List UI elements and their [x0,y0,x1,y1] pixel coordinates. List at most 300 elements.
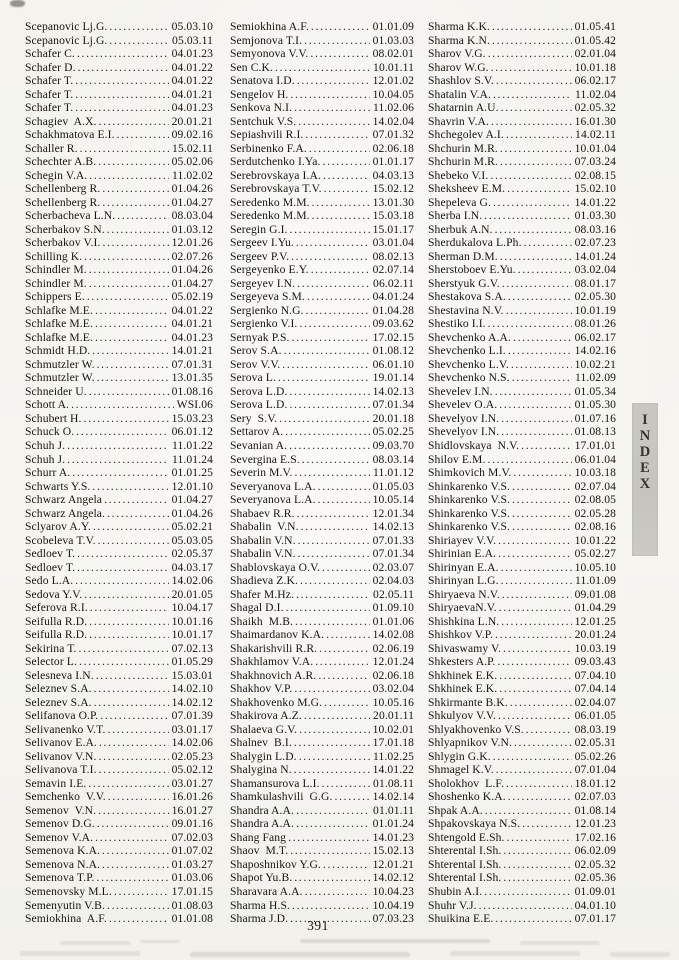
entry-name: Shishkov V.P. [428,628,493,642]
dot-leader [322,155,369,169]
entry-ref: 14.02.13 [372,520,414,534]
dot-leader [99,115,169,129]
entry-ref: 01.09.01 [574,885,616,898]
index-entry [25,574,213,588]
entry-ref: 10.01.19 [574,303,616,317]
index-entry [230,885,414,899]
entry-ref: 02.07.04 [574,479,616,493]
entry-name: Schechter A.B. [25,155,97,169]
entry-ref: 05.02.12 [171,763,213,777]
dot-leader [318,480,370,494]
entry-name: Schlafke M.E. [25,317,93,331]
entry-ref: 02.06.19 [372,641,414,655]
dot-leader [495,912,571,926]
entry-name: Schilling K. [25,249,83,263]
index-entry [428,466,616,480]
entry-ref: 11.01.12 [373,466,414,480]
entry-name: Shaov M.T. [230,844,289,858]
dot-leader [501,412,571,426]
entry-name: ShiryaevaN.V. [428,601,497,615]
entry-name: Shashlov S.V. [428,74,494,88]
dot-leader [307,290,370,304]
entry-ref: 10.04.05 [372,87,414,101]
entry-ref: 01.08.14 [574,803,616,817]
index-entry [25,871,213,885]
entry-ref: 01.01.09 [372,20,414,33]
entry-name: Shishkina L.N. [428,614,500,628]
entry-ref: 07.04.10 [574,668,616,682]
dot-leader [294,763,370,777]
entry-ref: 02.05.36 [574,871,616,885]
entry-name: Shabalin V.N. [230,533,296,547]
entry-ref: 06.02.17 [574,74,616,88]
dot-leader [78,61,169,75]
dot-leader [296,817,370,831]
index-entry [25,358,213,372]
entry-name: Shavrin V.A. [428,114,490,128]
entry-name: Shaimardanov K.A. [230,628,325,642]
dot-leader [89,169,169,183]
dot-leader [290,223,370,237]
index-entry [25,74,213,88]
entry-name: Shivaswamy V. [428,641,502,655]
entry-name: Shalaeva G.V. [230,722,298,736]
dot-leader [278,371,370,385]
entry-name: Shabalin V.N. [230,520,299,534]
dot-leader [513,331,572,345]
index-entry [428,142,616,156]
entry-ref: 07.02.13 [171,641,213,655]
index-entry [25,182,213,196]
entry-name: Shuhr V.J. [428,898,477,912]
entry-name: Sharma K.N. [428,33,490,47]
entry-name: Shmagel K.V. [428,763,494,777]
index-entry [25,480,213,494]
index-entry [230,547,414,561]
dot-leader [92,480,168,494]
index-entry [230,344,414,358]
entry-ref: WSI.06 [176,398,213,412]
index-entry [25,304,213,318]
scan-artifact [140,940,180,943]
dot-leader [326,628,369,642]
dot-leader [77,547,168,561]
entry-name: Sherdukalova L.Ph. [428,236,522,250]
index-entry [230,439,414,453]
entry-ref: 01.03.06 [171,871,213,885]
entry-ref: 01.08.11 [373,776,414,790]
dot-leader [512,371,572,385]
entry-name: Sergeev I.Yu. [230,236,294,250]
entry-name: Shirinian E.A. [428,547,497,561]
entry-name: Shakarishvili R.R. [230,641,318,655]
dot-leader [83,412,168,426]
dot-leader [98,534,169,548]
entry-ref: 01.08.13 [574,425,616,439]
index-entry [428,831,616,845]
entry-name: Semenov V.N. [25,803,97,817]
entry-ref: 07.02.03 [171,830,213,844]
entry-name: Shafer M.Hz. [230,587,294,601]
entry-ref: 10.01.16 [171,614,213,628]
entry-ref: 11.02.06 [373,101,414,115]
dot-leader [488,47,572,61]
entry-name: Shilov E.M. [428,452,486,466]
entry-name: Schegin V.A. [25,168,88,182]
entry-name: Shidlovskaya N.V. [428,438,520,452]
dot-leader [97,817,169,831]
index-entry [25,47,213,61]
index-entry [428,358,616,372]
dot-leader [511,358,572,372]
entry-ref: 13.01.30 [372,195,414,209]
entry-ref: 02.08.15 [574,168,616,182]
dot-leader [107,223,169,237]
index-entry [428,236,616,250]
dot-leader [498,534,572,548]
entry-name: Semiokhina A.F. [25,912,107,926]
entry-name: Shadieva Z.K. [230,574,298,588]
dot-leader [503,871,571,885]
dot-leader [302,453,370,467]
entry-ref: 02.03.07 [372,560,414,574]
entry-ref: 05.02.21 [171,520,213,534]
entry-ref: 01.04.29 [574,601,616,615]
dot-leader [294,101,370,115]
entry-ref: 10.02.21 [574,357,616,371]
entry-name: Schagiev A.X. [25,114,97,128]
index-entry [230,750,414,764]
index-entry [428,290,616,304]
index-entry [230,899,414,913]
dot-leader [484,885,571,899]
entry-name: Schubert H. [25,411,82,425]
entry-name: Sharov V.G. [428,47,486,61]
index-entry [230,263,414,277]
index-entry [25,709,213,723]
dot-leader [75,88,168,102]
entry-ref: 02.07.14 [372,263,414,277]
entry-ref: 12.01.02 [372,74,414,88]
entry-name: Severyanova L.A. [230,479,316,493]
entry-name: Serova L. [230,371,276,385]
entry-ref: 04.01.24 [372,290,414,304]
index-entry [428,574,616,588]
entry-name: Settarov A. [230,425,284,439]
entry-name: Seleznev S.A. [25,682,92,696]
index-entry [230,277,414,291]
index-entry [428,615,616,629]
index-entry [428,899,616,913]
dot-leader [297,507,370,521]
index-entry [25,277,213,291]
entry-name: Selivanov E.A. [25,736,97,750]
index-entry [428,371,616,385]
dot-leader [87,290,169,304]
entry-ref: 04.01.10 [574,898,616,912]
entry-ref: 12.01.10 [171,479,213,493]
index-entry [25,223,213,237]
index-entry [230,655,414,669]
entry-name: Sevanian A. [230,438,288,452]
index-entry [230,371,414,385]
entry-ref: 05.03.05 [171,533,213,547]
entry-name: Sharma H.S. [230,898,291,912]
entry-ref: 20.01.18 [372,411,414,425]
entry-name: Semjonova T.I. [230,33,303,47]
entry-ref: 01.03.03 [372,33,414,47]
dot-leader [484,209,571,223]
entry-ref: 08.03.04 [171,209,213,223]
entry-ref: 10.02.01 [372,722,414,736]
index-entry [230,682,414,696]
entry-name: Sherba I.N. [428,209,483,223]
entry-name: Serov S.A. [230,344,282,358]
dot-leader [284,344,370,358]
entry-name: Schellenberg R. [25,195,101,209]
dot-leader [492,20,572,34]
index-entry [428,101,616,115]
index-entry [25,817,213,831]
entry-ref: 15.02.13 [372,844,414,858]
entry-ref: 15.02.11 [172,141,213,155]
entry-ref: 02.05.11 [373,587,414,601]
entry-ref: 14.02.06 [171,574,213,588]
index-entry [428,155,616,169]
entry-ref: 18.01.12 [574,776,616,790]
entry-name: Seleznev S.A. [25,695,92,709]
entry-ref: 04.03.17 [171,560,213,574]
index-entry [230,128,414,142]
entry-ref: 02.05.31 [574,736,616,750]
index-entry [230,628,414,642]
dot-leader [501,101,572,115]
dot-leader [499,601,572,615]
entry-name: Serbinenko F.A. [230,141,307,155]
dot-leader [491,61,572,75]
entry-name: Shpak A.A. [428,803,483,817]
index-entry [428,182,616,196]
index-entry [25,209,213,223]
entry-ref: 01.07.16 [574,411,616,425]
entry-ref: 01.03.30 [574,209,616,223]
dot-leader [90,601,169,615]
entry-name: Shinkarenko V.S. [428,493,511,507]
entry-ref: 10.05.14 [372,493,414,507]
entry-name: Shevchenko L.V. [428,357,509,371]
entry-name: Sedloev T. [25,547,76,561]
dot-leader [315,655,369,669]
entry-name: Schwarz Angela. [25,506,106,520]
entry-ref: 01.07.02 [171,844,213,858]
entry-name: Shamkulashvili G.G. [230,790,333,804]
entry-ref: 09.03.70 [372,438,414,452]
entry-name: Seregin G.I. [230,222,288,236]
entry-ref: 09.01.16 [171,817,213,831]
index-entry [25,912,213,926]
entry-ref: 08.02.01 [372,47,414,61]
dot-leader [75,574,168,588]
dot-leader [296,804,370,818]
dot-leader [89,628,168,642]
entry-name: Shchurin M.R. [428,141,498,155]
dot-leader [95,317,169,331]
entry-name: Schindler M. [25,263,87,277]
index-entry [230,223,414,237]
dot-leader [323,169,370,183]
entry-ref: 02.06.18 [372,668,414,682]
dot-leader [506,128,572,142]
entry-ref: 20.01.05 [171,587,213,601]
index-tab-letter: N [639,428,651,444]
entry-ref: 20.01.21 [171,114,213,128]
index-entry [428,412,616,426]
entry-name: Schafer T. [25,101,74,115]
dot-leader [97,358,169,372]
entry-ref: 08.01.17 [574,276,616,290]
entry-ref: 10.01.17 [171,628,213,642]
entry-name: Scepanovic Lj.G. [25,33,108,47]
dot-leader [502,277,572,291]
entry-ref: 15.02.12 [372,182,414,196]
entry-name: Shkhinek E.K. [428,682,498,696]
index-thumb-tab [632,403,658,556]
index-entry [428,885,616,899]
entry-ref: 12.01.25 [574,614,616,628]
index-entry [25,101,213,115]
entry-name: Sherstyuk G.V. [428,276,500,290]
dot-leader [102,844,169,858]
index-entry [230,777,414,791]
index-entry [25,628,213,642]
entry-name: Selector L. [25,655,77,669]
scan-artifact [300,939,490,943]
entry-name: Semenov V.A. [25,830,94,844]
index-entry [25,385,213,399]
entry-ref: 02.08.16 [574,520,616,534]
entry-name: Shubin A.I. [428,885,483,898]
entry-ref: 01.01.17 [372,155,414,169]
dot-leader [501,574,572,588]
index-entry [230,398,414,412]
entry-ref: 03.02.04 [372,682,414,696]
entry-ref: 01.09.10 [372,601,414,615]
dot-leader [493,750,572,764]
dot-leader [300,574,370,588]
index-entry [25,561,213,575]
entry-name: Sergienko N.G. [230,303,304,317]
index-entry [230,34,414,48]
dot-leader [495,628,572,642]
entry-name: Seredenko M.M. [230,209,310,223]
index-entry [25,642,213,656]
entry-name: Schurr A. [25,466,71,480]
dot-leader [72,466,168,480]
entry-ref: 04.01.23 [171,47,213,61]
dot-leader [109,912,169,926]
index-entry [428,723,616,737]
index-entry [25,439,213,453]
dot-leader [89,277,169,291]
dot-leader [500,142,572,156]
entry-ref: 06.02.11 [373,276,414,290]
entry-ref: 02.05.23 [171,749,213,763]
index-entry [230,574,414,588]
index-entry [230,642,414,656]
index-entry [428,331,616,345]
index-entry [25,331,213,345]
entry-name: Sedo L.A. [25,574,74,588]
dot-leader [301,520,370,534]
index-entry [428,669,616,683]
dot-leader [297,74,370,88]
dot-leader [108,723,169,737]
dot-leader [298,534,370,548]
entry-ref: 08.01.26 [574,317,616,331]
dot-leader [499,682,571,696]
entry-ref: 01.04.26 [171,182,213,196]
dot-leader [96,669,169,683]
entry-ref: 14.01.22 [372,763,414,777]
entry-name: Shabaev R.R. [230,506,295,520]
index-entry [230,723,414,737]
entry-name: Schwarts Y.S. [25,479,91,493]
entry-name: Shkirmante B.K. [428,695,508,709]
entry-name: Shakhlamov V.A. [230,655,314,669]
index-entry [428,317,616,331]
entry-name: Severgina E.S. [230,452,300,466]
dot-leader [499,669,571,683]
entry-name: Shinkarenko V.S. [428,506,511,520]
entry-ref: 05.02.06 [171,155,213,169]
entry-ref: 16.01.30 [574,114,616,128]
dot-leader [512,507,572,521]
entry-ref: 07.01.39 [171,709,213,723]
entry-name: Senkova N.I. [230,101,293,115]
index-entry [25,534,213,548]
index-entry [428,439,616,453]
index-entry [25,885,213,899]
entry-name: Semenyutin V.B. [25,898,105,912]
index-entry [230,20,414,34]
index-entry [25,317,213,331]
dot-leader [487,453,571,467]
entry-name: Severin M.V. [230,466,293,480]
entry-ref: 01.04.26 [171,506,213,520]
dot-leader [94,696,169,710]
entry-name: Selesneva I.N. [25,668,94,682]
entry-name: Shevelyov I.N. [428,411,500,425]
index-entry [428,344,616,358]
entry-ref: 11.02.25 [373,749,414,763]
dot-leader [299,750,370,764]
index-tab-letter: E [640,460,650,476]
entry-ref: 02.07.26 [171,249,213,263]
entry-name: Semiokhina A.F. [230,20,309,33]
dot-leader [76,425,168,439]
entry-ref: 14.02.16 [574,344,616,358]
index-entry [428,736,616,750]
entry-ref: 14.02.04 [372,114,414,128]
dot-leader [322,777,370,791]
entry-name: Serdutchenko I.Ya. [230,155,321,169]
dot-leader [501,615,571,629]
entry-ref: 10.01.22 [574,533,616,547]
entry-ref: 03.01.17 [171,722,213,736]
index-entry [25,588,213,602]
entry-ref: 01.04.27 [171,276,213,290]
dot-leader [102,858,169,872]
